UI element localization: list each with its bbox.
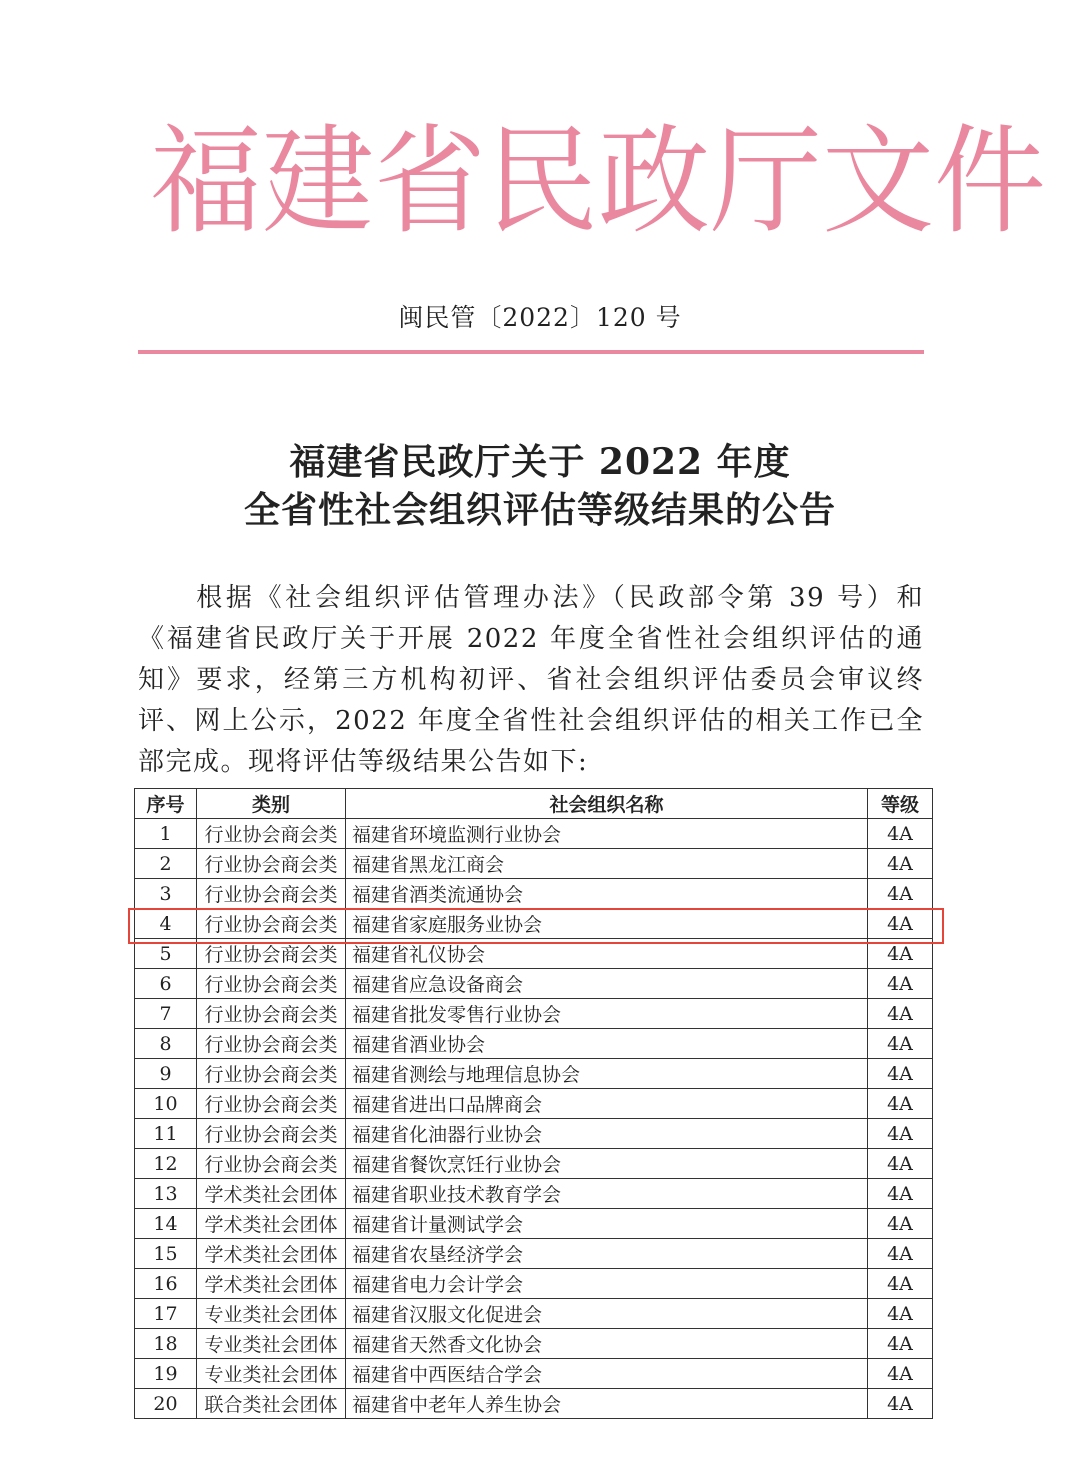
table-row bbox=[135, 1269, 933, 1299]
table-row bbox=[135, 879, 933, 909]
row-org-name: 福建省批发零售行业协会 bbox=[346, 999, 868, 1029]
row-index: 18 bbox=[135, 1329, 197, 1359]
notice-title-line2: 全省性社会组织评估等级结果的公告 bbox=[243, 489, 836, 531]
row-index: 3 bbox=[135, 879, 197, 909]
masthead-char: 福 bbox=[150, 113, 262, 251]
row-category: 联合类社会团体 bbox=[197, 1389, 346, 1419]
row-grade: 4A bbox=[868, 1149, 933, 1179]
masthead-char: 件 bbox=[934, 113, 1046, 251]
row-index: 1 bbox=[135, 819, 197, 849]
table-row bbox=[135, 1149, 933, 1179]
table-row bbox=[135, 1119, 933, 1149]
row-grade: 4A bbox=[868, 969, 933, 999]
row-grade: 4A bbox=[868, 1299, 933, 1329]
row-index: 12 bbox=[135, 1149, 197, 1179]
row-category: 行业协会商会类 bbox=[197, 999, 346, 1029]
row-grade: 4A bbox=[868, 1239, 933, 1269]
row-org-name: 福建省礼仪协会 bbox=[346, 939, 868, 969]
row-category: 行业协会商会类 bbox=[197, 1149, 346, 1179]
table-row bbox=[135, 1209, 933, 1239]
row-index: 8 bbox=[135, 1029, 197, 1059]
masthead-char: 政 bbox=[598, 113, 710, 251]
table-row bbox=[135, 1329, 933, 1359]
row-org-name: 福建省天然香文化协会 bbox=[346, 1329, 868, 1359]
table-row bbox=[135, 939, 933, 969]
row-category: 专业类社会团体 bbox=[197, 1299, 346, 1329]
row-category: 行业协会商会类 bbox=[197, 879, 346, 909]
row-category: 学术类社会团体 bbox=[197, 1179, 346, 1209]
row-grade: 4A bbox=[868, 1329, 933, 1359]
row-org-name: 福建省电力会计学会 bbox=[346, 1269, 868, 1299]
row-index: 13 bbox=[135, 1179, 197, 1209]
masthead-char: 省 bbox=[374, 113, 486, 251]
row-category: 学术类社会团体 bbox=[197, 1209, 346, 1239]
notice-body-text: 根据《社会组织评估管理办法》（民政部令第 39 号）和《福建省民政厅关于开展 2022 年度全省性社会组织评估的通知》要求，经第三方机构初评、省社会组织评估委员会审议终评、网上公示，2022 年度全省性社会组织评估的相关工作已全部完成。现将评估等级结果公告如下: bbox=[138, 583, 924, 777]
header-category: 类别 bbox=[197, 789, 346, 819]
row-index: 16 bbox=[135, 1269, 197, 1299]
header-org-name: 社会组织名称 bbox=[346, 789, 868, 819]
row-index: 10 bbox=[135, 1089, 197, 1119]
row-grade: 4A bbox=[868, 1059, 933, 1089]
table-row bbox=[135, 1089, 933, 1119]
row-grade: 4A bbox=[868, 939, 933, 969]
row-index: 7 bbox=[135, 999, 197, 1029]
row-org-name: 福建省计量测试学会 bbox=[346, 1209, 868, 1239]
notice-body bbox=[138, 578, 924, 783]
row-grade: 4A bbox=[868, 1359, 933, 1389]
row-index: 6 bbox=[135, 969, 197, 999]
table-row bbox=[135, 1359, 933, 1389]
row-category: 行业协会商会类 bbox=[197, 939, 346, 969]
row-org-name: 福建省测绘与地理信息协会 bbox=[346, 1059, 868, 1089]
row-org-name: 福建省应急设备商会 bbox=[346, 969, 868, 999]
row-index: 17 bbox=[135, 1299, 197, 1329]
row-index: 2 bbox=[135, 849, 197, 879]
row-grade: 4A bbox=[868, 1389, 933, 1419]
row-category: 行业协会商会类 bbox=[197, 1029, 346, 1059]
row-org-name: 福建省中西医结合学会 bbox=[346, 1359, 868, 1389]
results-table bbox=[134, 788, 933, 1419]
row-org-name: 福建省黑龙江商会 bbox=[346, 849, 868, 879]
row-org-name: 福建省餐饮烹饪行业协会 bbox=[346, 1149, 868, 1179]
table-row bbox=[135, 1029, 933, 1059]
row-index: 15 bbox=[135, 1239, 197, 1269]
row-org-name: 福建省家庭服务业协会 bbox=[346, 909, 868, 939]
header-index: 序号 bbox=[135, 789, 197, 819]
table-row bbox=[135, 909, 933, 939]
row-grade: 4A bbox=[868, 1179, 933, 1209]
row-org-name: 福建省酒类流通协会 bbox=[346, 879, 868, 909]
row-category: 专业类社会团体 bbox=[197, 1359, 346, 1389]
row-index: 4 bbox=[135, 909, 197, 939]
document-number: 闽民管〔2022〕120 号 bbox=[398, 303, 682, 332]
row-org-name: 福建省化油器行业协会 bbox=[346, 1119, 868, 1149]
row-index: 14 bbox=[135, 1209, 197, 1239]
row-grade: 4A bbox=[868, 1209, 933, 1239]
row-grade: 4A bbox=[868, 819, 933, 849]
row-category: 行业协会商会类 bbox=[197, 1089, 346, 1119]
row-index: 11 bbox=[135, 1119, 197, 1149]
row-index: 5 bbox=[135, 939, 197, 969]
table-row bbox=[135, 1059, 933, 1089]
row-index: 20 bbox=[135, 1389, 197, 1419]
table-header-row bbox=[135, 789, 933, 819]
table-row bbox=[135, 969, 933, 999]
row-org-name: 福建省进出口品牌商会 bbox=[346, 1089, 868, 1119]
row-grade: 4A bbox=[868, 1269, 933, 1299]
table-row bbox=[135, 999, 933, 1029]
row-org-name: 福建省中老年人养生协会 bbox=[346, 1389, 868, 1419]
header-divider bbox=[138, 350, 924, 354]
row-category: 行业协会商会类 bbox=[197, 909, 346, 939]
row-grade: 4A bbox=[868, 1119, 933, 1149]
row-category: 专业类社会团体 bbox=[197, 1329, 346, 1359]
row-org-name: 福建省职业技术教育学会 bbox=[346, 1179, 868, 1209]
table-row bbox=[135, 1179, 933, 1209]
row-index: 9 bbox=[135, 1059, 197, 1089]
row-index: 19 bbox=[135, 1359, 197, 1389]
row-category: 行业协会商会类 bbox=[197, 1059, 346, 1089]
row-category: 学术类社会团体 bbox=[197, 1239, 346, 1269]
row-grade: 4A bbox=[868, 1089, 933, 1119]
masthead-char: 民 bbox=[486, 113, 598, 251]
table-row bbox=[135, 1389, 933, 1419]
row-org-name: 福建省农垦经济学会 bbox=[346, 1239, 868, 1269]
table-row bbox=[135, 819, 933, 849]
row-category: 行业协会商会类 bbox=[197, 849, 346, 879]
table-row bbox=[135, 849, 933, 879]
row-grade: 4A bbox=[868, 999, 933, 1029]
masthead-title bbox=[150, 112, 1046, 252]
masthead-char: 文 bbox=[822, 113, 934, 251]
row-category: 行业协会商会类 bbox=[197, 969, 346, 999]
row-grade: 4A bbox=[868, 879, 933, 909]
table-row bbox=[135, 1239, 933, 1269]
row-category: 学术类社会团体 bbox=[197, 1269, 346, 1299]
row-org-name: 福建省汉服文化促进会 bbox=[346, 1299, 868, 1329]
row-grade: 4A bbox=[868, 909, 933, 939]
masthead-char: 厅 bbox=[710, 113, 822, 251]
row-grade: 4A bbox=[868, 1029, 933, 1059]
notice-title-line1: 福建省民政厅关于 2022 年度 bbox=[289, 441, 791, 483]
row-grade: 4A bbox=[868, 849, 933, 879]
row-category: 行业协会商会类 bbox=[197, 1119, 346, 1149]
row-org-name: 福建省环境监测行业协会 bbox=[346, 819, 868, 849]
header-grade: 等级 bbox=[868, 789, 933, 819]
table-row bbox=[135, 1299, 933, 1329]
row-org-name: 福建省酒业协会 bbox=[346, 1029, 868, 1059]
masthead-char: 建 bbox=[262, 113, 374, 251]
row-category: 行业协会商会类 bbox=[197, 819, 346, 849]
